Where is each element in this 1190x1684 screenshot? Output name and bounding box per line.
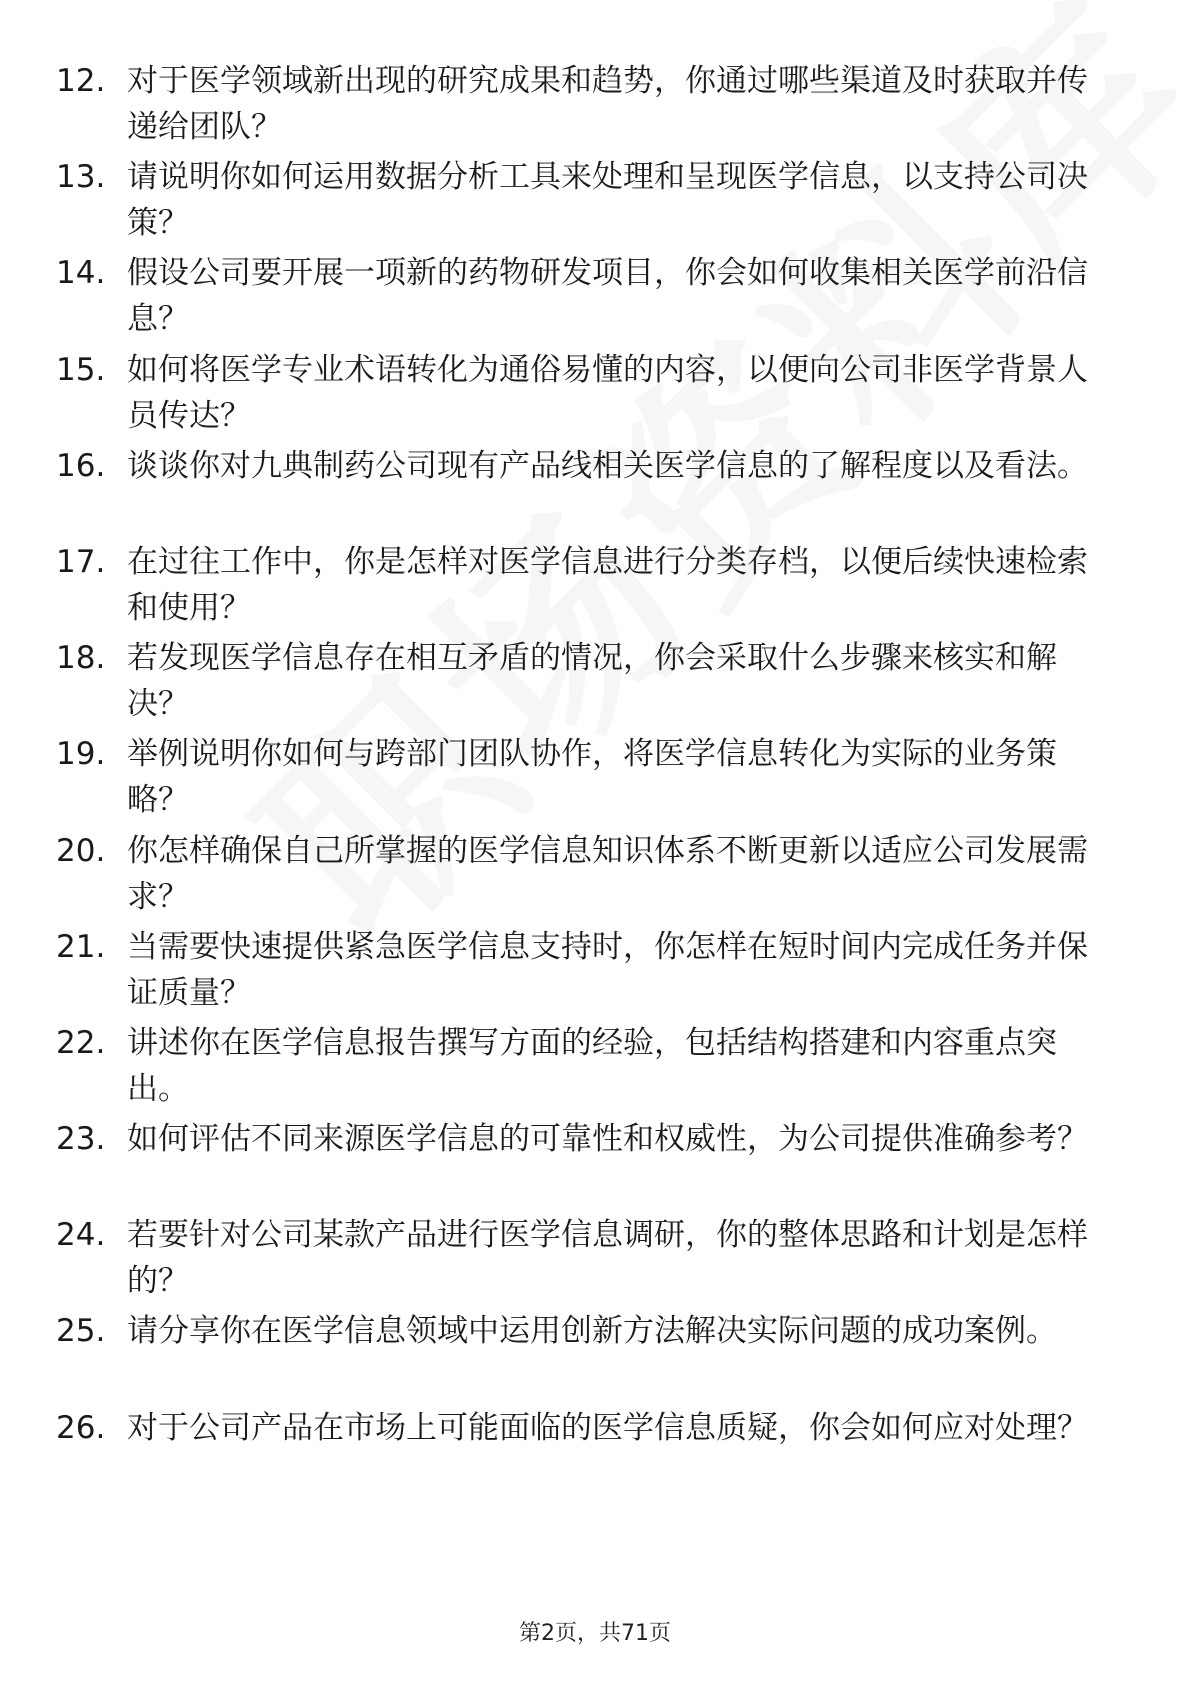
question-item (0, 146, 1190, 242)
question-text: 若发现医学信息存在相互矛盾的情况，你会采取什么步骤来核实和解决？ (127, 640, 1057, 723)
question-text: 如何评估不同来源医学信息的可靠性和权威性，为公司提供准确参考？ (127, 1121, 1088, 1158)
question-text: 对于公司产品在市场上可能面临的医学信息质疑，你会如何应对处理？ (127, 1409, 1088, 1446)
question-text: 举例说明你如何与跨部门团队协作，将医学信息转化为实际的业务策略？ (127, 736, 1057, 819)
page-footer: 第2页，共71页 (519, 1621, 671, 1646)
question-text: 在过往工作中，你是怎样对医学信息进行分类存档，以便后续快速检索和使用？ (127, 543, 1088, 626)
question-text: 若要针对公司某款产品进行医学信息调研，你的整体思路和计划是怎样的？ (127, 1217, 1088, 1300)
question-text: 谈谈你对九典制药公司现有产品线相关医学信息的了解程度以及看法。 (127, 447, 1088, 484)
question-number: 19. (56, 736, 106, 773)
question-text: 请分享你在医学信息领域中运用创新方法解决实际问题的成功案例。 (127, 1313, 1057, 1350)
question-number: 18. (56, 640, 106, 677)
question-item (0, 723, 1190, 819)
question-text: 请说明你如何运用数据分析工具来处理和呈现医学信息，以支持公司决策？ (127, 159, 1088, 242)
question-item (0, 1300, 1190, 1396)
question-item (0, 242, 1190, 338)
question-number: 15. (56, 351, 106, 388)
question-number: 13. (56, 159, 106, 196)
question-number: 23. (56, 1121, 106, 1158)
question-text: 讲述你在医学信息报告撰写方面的经验，包括结构搭建和内容重点突出。 (127, 1024, 1057, 1107)
question-text: 假设公司要开展一项新的药物研发项目，你会如何收集相关医学前沿信息？ (127, 255, 1088, 338)
question-number: 26. (56, 1409, 106, 1446)
question-item (0, 50, 1190, 146)
question-text: 你怎样确保自己所掌握的医学信息知识体系不断更新以适应公司发展需求？ (127, 832, 1088, 915)
question-text: 如何将医学专业术语转化为通俗易懂的内容，以便向公司非医学背景人员传达？ (127, 351, 1088, 434)
question-item (0, 1397, 1190, 1493)
question-item (0, 1108, 1190, 1204)
question-item (0, 627, 1190, 723)
question-number: 17. (56, 543, 106, 580)
question-list (0, 50, 1190, 1493)
question-item (0, 531, 1190, 627)
question-item (0, 916, 1190, 1012)
question-number: 16. (56, 447, 106, 484)
question-number: 21. (56, 928, 106, 965)
question-item (0, 435, 1190, 531)
question-number: 22. (56, 1024, 106, 1061)
question-number: 20. (56, 832, 106, 869)
question-item (0, 820, 1190, 916)
question-number: 14. (56, 255, 106, 292)
question-number: 25. (56, 1313, 106, 1350)
question-text: 当需要快速提供紧急医学信息支持时，你怎样在短时间内完成任务并保证质量？ (127, 928, 1088, 1011)
question-item (0, 1204, 1190, 1300)
question-item (0, 339, 1190, 435)
question-number: 24. (56, 1217, 106, 1254)
question-item (0, 1012, 1190, 1108)
question-text: 对于医学领域新出现的研究成果和趋势，你通过哪些渠道及时获取并传递给团队？ (127, 63, 1088, 145)
question-number: 12. (56, 63, 106, 99)
